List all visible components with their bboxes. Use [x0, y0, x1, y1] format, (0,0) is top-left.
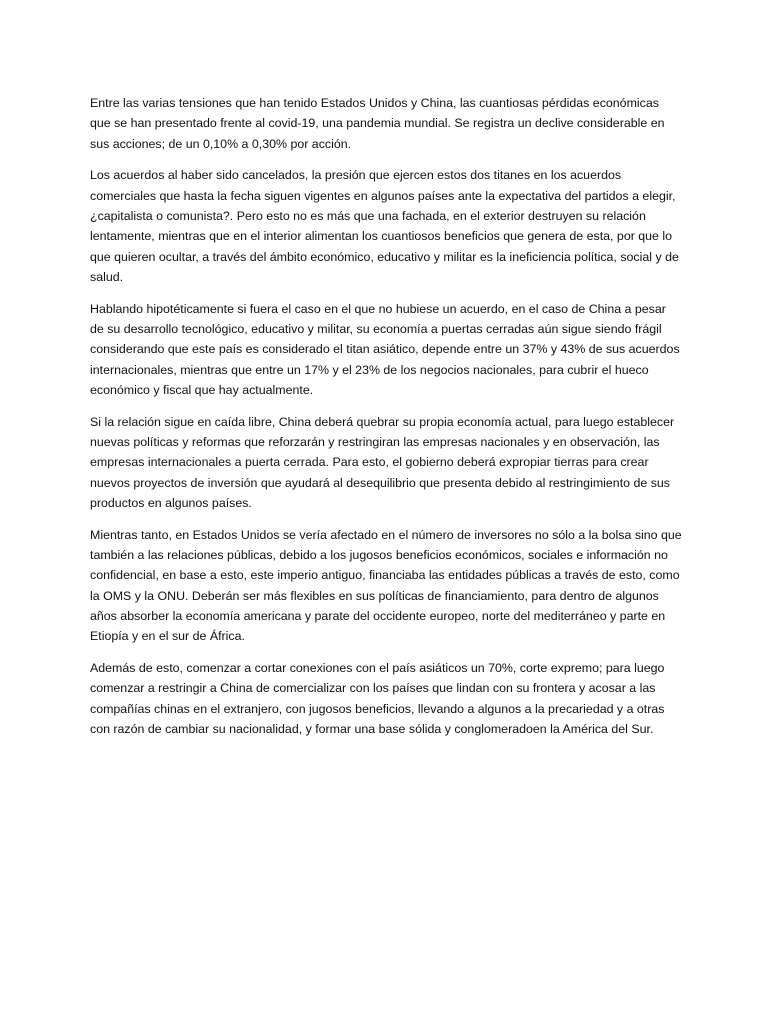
paragraph-4: Si la relación sigue en caída libre, China deberá quebrar su propia economía actual, para luego establecer nuevas políticas y reformas que reforzarán y restringiran las empresas nacionales y en observación, las empresas internacionales a puerta cerrada. Para esto, el gobierno deberá expropiar tierras para crear nuevos proyectos de inversión que ayudará al desequilibrio que presenta debido al restringimiento de sus productos en algunos países.: [90, 414, 675, 510]
paragraph-1: Entre las varias tensiones que han tenido Estados Unidos y China, las cuantiosas pérdidas económicas que se han presentado frente al covid-19, una pandemia mundial. Se registra un declive considerable en sus acciones; de un 0,10% a 0,30% por acción.: [90, 96, 665, 151]
paragraph-6: Además de esto, comenzar a cortar conexiones con el país asiáticos un 70%, corte expremo; para luego comenzar a restringir a China de comercializar con los países que lindan con su frontera y acosar a las compañías chinas en el extranjero, con jugosos beneficios, llevando a algunos a la precariedad y a otras con razón de cambiar su nacionalidad, y formar una base sólida y conglomeradoen la América del Sur.: [90, 660, 665, 736]
paragraph-2: Los acuerdos al haber sido cancelados, la presión que ejercen estos dos titanes en los acuerdos comerciales que hasta la fecha siguen vigentes en algunos países ante la expectativa del partidos a elegir, ¿capitalista o comunista?. Pero esto no es más que una fachada, en el exterior destruyen su relación lentamente, mientras que en el interior alimentan los cuantiosos beneficios que genera de esta, por que lo que quieren ocultar, a través del ámbito económico, educativo y militar es la ineficiencia política, social y de salud.: [90, 168, 679, 284]
paragraph-3: Hablando hipotéticamente si fuera el caso en el que no hubiese un acuerdo, en el caso de China a pesar de su desarrollo tecnológico, educativo y militar, su economía a puertas cerradas aún sigue siendo frágil considerando que este país es considerado el titan asiático, depende entre un 37% y 43% de sus acuerdos internacionales, mientras que entre un 17% y el 23% de los negocios nacionales, para cubrir el hueco económico y fiscal que hay actualmente.: [90, 301, 680, 397]
paragraph-5: Mientras tanto, en Estados Unidos se vería afectado en el número de inversores no sólo a la bolsa sino que también a las relaciones públicas, debido a los jugosos beneficios económicos, sociales e información no confidencial, en base a esto, este imperio antiguo, financiaba las entidades públicas a través de esto, como la OMS y la ONU. Deberán ser más flexibles en sus políticas de financiamiento, para dentro de algunos años absorber la economía americana y parate del occidente europeo, norte del mediterráneo y parte en Etiopía y en el sur de África.: [90, 527, 682, 644]
